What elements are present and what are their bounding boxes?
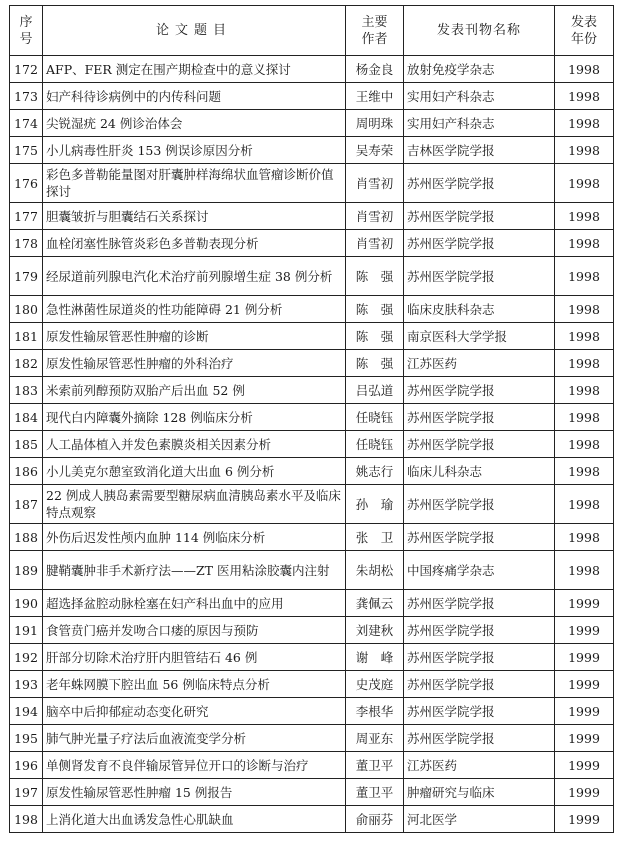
row-year: 1999 [555, 752, 614, 779]
row-year: 1999 [555, 698, 614, 725]
row-year: 1998 [555, 485, 614, 524]
row-author: 杨金良 [346, 56, 404, 83]
row-author: 董卫平 [346, 779, 404, 806]
table-row [10, 377, 614, 404]
row-author: 史茂庭 [346, 671, 404, 698]
row-title: 原发性输尿管恶性肿瘤的外科治疗 [43, 350, 346, 377]
row-title: 食管贲门癌并发吻合口瘘的原因与预防 [43, 617, 346, 644]
row-number: 185 [10, 431, 43, 458]
row-journal: 吉林医学院学报 [404, 137, 555, 164]
row-year: 1999 [555, 590, 614, 617]
row-author: 张 卫 [346, 524, 404, 551]
row-number: 178 [10, 230, 43, 257]
table-row [10, 230, 614, 257]
row-number: 174 [10, 110, 43, 137]
row-year: 1999 [555, 644, 614, 671]
row-journal: 苏州医学院学报 [404, 257, 555, 296]
row-title: 超选择盆腔动脉栓塞在妇产科出血中的应用 [43, 590, 346, 617]
row-journal: 中国疼痛学杂志 [404, 551, 555, 590]
table-row [10, 203, 614, 230]
row-number: 195 [10, 725, 43, 752]
header-year [555, 6, 614, 56]
header-author [346, 6, 404, 56]
row-title: 上消化道大出血诱发急性心肌缺血 [43, 806, 346, 833]
row-title: 单侧肾发育不良伴输尿管异位开口的诊断与治疗 [43, 752, 346, 779]
row-author: 陈 强 [346, 296, 404, 323]
row-year: 1998 [555, 524, 614, 551]
row-title: 22 例成人胰岛素需要型糖尿病血清胰岛素水平及临床特点观察 [43, 485, 346, 524]
row-number: 173 [10, 83, 43, 110]
row-number: 188 [10, 524, 43, 551]
row-author: 李根华 [346, 698, 404, 725]
row-title: 原发性输尿管恶性肿瘤 15 例报告 [43, 779, 346, 806]
row-number: 184 [10, 404, 43, 431]
row-author: 陈 强 [346, 257, 404, 296]
row-author: 龚佩云 [346, 590, 404, 617]
row-title: 腱鞘囊肿非手术新疗法——ZT 医用粘涂胶囊内注射 [43, 551, 346, 590]
row-title: 脑卒中后抑郁症动态变化研究 [43, 698, 346, 725]
row-year: 1999 [555, 617, 614, 644]
row-title: 经尿道前列腺电汽化术治疗前列腺增生症 38 例分析 [43, 257, 346, 296]
table-row [10, 644, 614, 671]
table-row [10, 551, 614, 590]
row-author: 肖雪初 [346, 203, 404, 230]
table-row [10, 164, 614, 203]
row-number: 194 [10, 698, 43, 725]
row-journal: 苏州医学院学报 [404, 644, 555, 671]
row-title: 急性淋菌性尿道炎的性功能障碍 21 例分析 [43, 296, 346, 323]
table-row [10, 110, 614, 137]
row-year: 1998 [555, 458, 614, 485]
row-journal: 苏州医学院学报 [404, 164, 555, 203]
row-number: 172 [10, 56, 43, 83]
header-title: 论文题目 [43, 6, 346, 56]
table-row [10, 404, 614, 431]
row-number: 180 [10, 296, 43, 323]
table-row [10, 698, 614, 725]
row-journal: 苏州医学院学报 [404, 617, 555, 644]
table-row [10, 257, 614, 296]
row-author: 吴寿荣 [346, 137, 404, 164]
row-number: 186 [10, 458, 43, 485]
row-number: 176 [10, 164, 43, 203]
row-journal: 苏州医学院学报 [404, 725, 555, 752]
table-row [10, 485, 614, 524]
table-row [10, 590, 614, 617]
row-journal: 苏州医学院学报 [404, 524, 555, 551]
row-author: 谢 峰 [346, 644, 404, 671]
row-author: 王维中 [346, 83, 404, 110]
row-title: 妇产科待诊病例中的内传科问题 [43, 83, 346, 110]
row-number: 181 [10, 323, 43, 350]
row-year: 1999 [555, 671, 614, 698]
table-body [10, 56, 614, 833]
table-row [10, 458, 614, 485]
row-year: 1999 [555, 725, 614, 752]
header-row [10, 6, 614, 56]
row-title: 原发性输尿管恶性肿瘤的诊断 [43, 323, 346, 350]
table-row [10, 83, 614, 110]
row-journal: 江苏医药 [404, 350, 555, 377]
row-journal: 实用妇产科杂志 [404, 83, 555, 110]
table-row [10, 56, 614, 83]
row-number: 187 [10, 485, 43, 524]
row-year: 1999 [555, 806, 614, 833]
row-author: 俞丽芬 [346, 806, 404, 833]
row-title: 血栓闭塞性脉管炎彩色多普勒表现分析 [43, 230, 346, 257]
row-year: 1998 [555, 230, 614, 257]
row-title: 现代白内障囊外摘除 128 例临床分析 [43, 404, 346, 431]
row-number: 196 [10, 752, 43, 779]
table-row [10, 671, 614, 698]
row-title: 外伤后迟发性颅内血肿 114 例临床分析 [43, 524, 346, 551]
row-number: 192 [10, 644, 43, 671]
row-number: 179 [10, 257, 43, 296]
row-author: 刘建秋 [346, 617, 404, 644]
table-row [10, 137, 614, 164]
row-journal: 苏州医学院学报 [404, 698, 555, 725]
row-title: 彩色多普勒能量图对肝囊肿样海绵状血管瘤诊断价值探讨 [43, 164, 346, 203]
row-journal: 放射免疫学杂志 [404, 56, 555, 83]
row-journal: 苏州医学院学报 [404, 377, 555, 404]
publication-table [9, 5, 614, 833]
row-journal: 肿瘤研究与临床 [404, 779, 555, 806]
row-author: 周亚东 [346, 725, 404, 752]
row-journal: 苏州医学院学报 [404, 485, 555, 524]
table-row [10, 323, 614, 350]
row-year: 1998 [555, 110, 614, 137]
row-year: 1998 [555, 431, 614, 458]
row-title: 肝部分切除术治疗肝内胆管结石 46 例 [43, 644, 346, 671]
row-year: 1998 [555, 137, 614, 164]
header-journal: 发表刊物名称 [404, 6, 555, 56]
row-author: 姚志行 [346, 458, 404, 485]
row-author: 董卫平 [346, 752, 404, 779]
row-number: 182 [10, 350, 43, 377]
row-journal: 江苏医药 [404, 752, 555, 779]
row-number: 189 [10, 551, 43, 590]
row-title: 胆囊皱折与胆囊结石关系探讨 [43, 203, 346, 230]
row-journal: 苏州医学院学报 [404, 431, 555, 458]
row-journal: 临床皮肤科杂志 [404, 296, 555, 323]
table-row [10, 779, 614, 806]
row-title: 米索前列醇预防双胎产后出血 52 例 [43, 377, 346, 404]
row-year: 1998 [555, 551, 614, 590]
table-row [10, 725, 614, 752]
row-year: 1998 [555, 164, 614, 203]
row-author: 孙 瑜 [346, 485, 404, 524]
row-journal: 苏州医学院学报 [404, 203, 555, 230]
header-author-line2: 作者 [361, 31, 388, 47]
row-author: 任晓钰 [346, 404, 404, 431]
row-title: 尖锐湿疣 24 例诊治体会 [43, 110, 346, 137]
row-year: 1998 [555, 350, 614, 377]
row-year: 1998 [555, 296, 614, 323]
row-author: 肖雪初 [346, 164, 404, 203]
row-year: 1999 [555, 779, 614, 806]
row-number: 198 [10, 806, 43, 833]
table-row [10, 617, 614, 644]
row-year: 1998 [555, 323, 614, 350]
row-author: 任晓钰 [346, 431, 404, 458]
row-title: 小儿病毒性肝炎 153 例误诊原因分析 [43, 137, 346, 164]
row-number: 191 [10, 617, 43, 644]
header-number [10, 6, 43, 56]
header-number-line1: 序 [19, 14, 33, 30]
row-year: 1998 [555, 203, 614, 230]
row-year: 1998 [555, 257, 614, 296]
row-author: 陈 强 [346, 350, 404, 377]
row-author: 吕弘道 [346, 377, 404, 404]
row-title: 人工晶体植入并发色素膜炎相关因素分析 [43, 431, 346, 458]
row-number: 183 [10, 377, 43, 404]
table-row [10, 431, 614, 458]
header-year-line1: 发表 [570, 14, 597, 30]
row-number: 190 [10, 590, 43, 617]
row-year: 1998 [555, 83, 614, 110]
row-year: 1998 [555, 56, 614, 83]
row-year: 1998 [555, 377, 614, 404]
row-journal: 苏州医学院学报 [404, 671, 555, 698]
row-title: 老年蛛网膜下腔出血 56 例临床特点分析 [43, 671, 346, 698]
row-number: 177 [10, 203, 43, 230]
row-title: 小儿美克尔憩室致消化道大出血 6 例分析 [43, 458, 346, 485]
row-journal: 南京医科大学学报 [404, 323, 555, 350]
row-author: 陈 强 [346, 323, 404, 350]
row-journal: 临床儿科杂志 [404, 458, 555, 485]
row-title: AFP、FER 测定在围产期检查中的意义探讨 [43, 56, 346, 83]
row-journal: 河北医学 [404, 806, 555, 833]
row-number: 197 [10, 779, 43, 806]
row-author: 肖雪初 [346, 230, 404, 257]
table-row [10, 806, 614, 833]
row-journal: 实用妇产科杂志 [404, 110, 555, 137]
row-year: 1998 [555, 404, 614, 431]
header-year-line2: 年份 [570, 31, 597, 47]
row-journal: 苏州医学院学报 [404, 404, 555, 431]
header-author-line1: 主要 [361, 14, 388, 30]
row-journal: 苏州医学院学报 [404, 590, 555, 617]
table-row [10, 296, 614, 323]
row-journal: 苏州医学院学报 [404, 230, 555, 257]
row-number: 193 [10, 671, 43, 698]
table-row [10, 350, 614, 377]
row-author: 周明珠 [346, 110, 404, 137]
row-title: 肺气肿光量子疗法后血液流变学分析 [43, 725, 346, 752]
row-number: 175 [10, 137, 43, 164]
header-number-line2: 号 [19, 31, 33, 47]
row-author: 朱胡松 [346, 551, 404, 590]
table-row [10, 752, 614, 779]
table-row [10, 524, 614, 551]
